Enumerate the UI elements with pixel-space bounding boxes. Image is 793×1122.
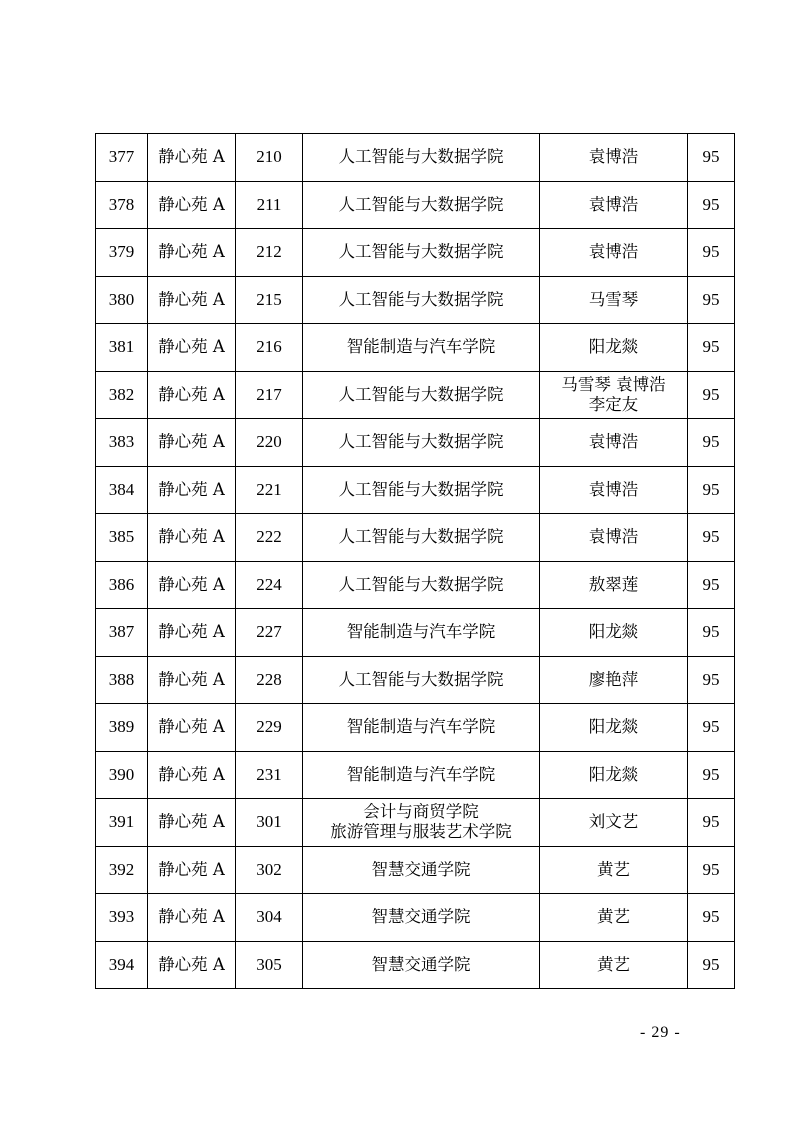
table-row <box>96 466 735 514</box>
building-cell: 静心苑 A <box>148 419 236 467</box>
row-number-cell: 393 <box>96 894 148 942</box>
building-cell: 静心苑 A <box>148 466 236 514</box>
college-cell <box>303 846 540 894</box>
college-line: 智慧交通学院 <box>371 954 471 974</box>
table-row <box>96 229 735 277</box>
college-cell <box>303 561 540 609</box>
dormitory-score-table <box>95 133 735 989</box>
college-line: 人工智能与大数据学院 <box>338 432 504 452</box>
building-cell: 静心苑 A <box>148 181 236 229</box>
responsible-person-cell <box>540 371 688 419</box>
room-number-cell: 215 <box>236 276 303 324</box>
responsible-person-line: 袁博浩 <box>588 242 639 262</box>
table-row <box>96 894 735 942</box>
responsible-person-line: 阳龙燚 <box>588 622 639 642</box>
college-cell <box>303 514 540 562</box>
responsible-person-line: 李定友 <box>588 394 639 414</box>
score-cell: 95 <box>688 846 735 894</box>
college-cell <box>303 229 540 277</box>
responsible-person-cell <box>540 799 688 847</box>
table-row <box>96 181 735 229</box>
responsible-person-cell <box>540 704 688 752</box>
score-cell: 95 <box>688 229 735 277</box>
row-number-cell: 377 <box>96 134 148 182</box>
college-cell <box>303 371 540 419</box>
college-line: 人工智能与大数据学院 <box>338 669 504 689</box>
room-number-cell: 228 <box>236 656 303 704</box>
room-number-cell: 305 <box>236 941 303 989</box>
responsible-person-line: 刘文艺 <box>588 812 639 832</box>
room-number-cell: 302 <box>236 846 303 894</box>
college-line: 智能制造与汽车学院 <box>346 337 496 357</box>
score-cell: 95 <box>688 561 735 609</box>
responsible-person-cell <box>540 514 688 562</box>
room-number-cell: 221 <box>236 466 303 514</box>
building-cell: 静心苑 A <box>148 609 236 657</box>
college-line: 智慧交通学院 <box>371 907 471 927</box>
responsible-person-line: 马雪琴 袁博浩 <box>561 374 666 394</box>
building-cell: 静心苑 A <box>148 941 236 989</box>
building-cell: 静心苑 A <box>148 894 236 942</box>
room-number-cell: 210 <box>236 134 303 182</box>
table-row <box>96 941 735 989</box>
table-row <box>96 751 735 799</box>
room-number-cell: 227 <box>236 609 303 657</box>
score-cell: 95 <box>688 941 735 989</box>
college-cell <box>303 324 540 372</box>
row-number-cell: 386 <box>96 561 148 609</box>
row-number-cell: 394 <box>96 941 148 989</box>
college-cell <box>303 656 540 704</box>
building-cell: 静心苑 A <box>148 846 236 894</box>
college-cell <box>303 609 540 657</box>
responsible-person-cell <box>540 229 688 277</box>
table-row <box>96 656 735 704</box>
table-row <box>96 704 735 752</box>
college-line: 人工智能与大数据学院 <box>338 574 504 594</box>
responsible-person-line: 敖翠莲 <box>588 574 639 594</box>
room-number-cell: 301 <box>236 799 303 847</box>
row-number-cell: 392 <box>96 846 148 894</box>
responsible-person-line: 阳龙燚 <box>588 337 639 357</box>
building-cell: 静心苑 A <box>148 134 236 182</box>
row-number-cell: 387 <box>96 609 148 657</box>
responsible-person-cell <box>540 894 688 942</box>
building-cell: 静心苑 A <box>148 704 236 752</box>
responsible-person-cell <box>540 609 688 657</box>
college-cell <box>303 276 540 324</box>
responsible-person-cell <box>540 276 688 324</box>
college-cell <box>303 181 540 229</box>
row-number-cell: 389 <box>96 704 148 752</box>
score-cell: 95 <box>688 751 735 799</box>
score-cell: 95 <box>688 799 735 847</box>
table-row <box>96 276 735 324</box>
responsible-person-cell <box>540 134 688 182</box>
responsible-person-cell <box>540 181 688 229</box>
college-line: 智能制造与汽车学院 <box>346 764 496 784</box>
score-cell: 95 <box>688 181 735 229</box>
college-line: 会计与商贸学院 <box>363 802 479 822</box>
responsible-person-cell <box>540 466 688 514</box>
college-cell <box>303 704 540 752</box>
row-number-cell: 382 <box>96 371 148 419</box>
college-line: 人工智能与大数据学院 <box>338 527 504 547</box>
score-cell: 95 <box>688 514 735 562</box>
building-cell: 静心苑 A <box>148 229 236 277</box>
college-line: 旅游管理与服装艺术学院 <box>330 822 512 842</box>
responsible-person-cell <box>540 656 688 704</box>
responsible-person-line: 阳龙燚 <box>588 764 639 784</box>
score-cell: 95 <box>688 371 735 419</box>
college-line: 智能制造与汽车学院 <box>346 717 496 737</box>
score-cell: 95 <box>688 324 735 372</box>
score-cell: 95 <box>688 419 735 467</box>
table-row <box>96 324 735 372</box>
table-row <box>96 371 735 419</box>
responsible-person-line: 袁博浩 <box>588 527 639 547</box>
score-cell: 95 <box>688 656 735 704</box>
responsible-person-line: 马雪琴 <box>588 289 639 309</box>
row-number-cell: 379 <box>96 229 148 277</box>
building-cell: 静心苑 A <box>148 276 236 324</box>
college-cell <box>303 894 540 942</box>
building-cell: 静心苑 A <box>148 561 236 609</box>
college-line: 人工智能与大数据学院 <box>338 384 504 404</box>
responsible-person-line: 阳龙燚 <box>588 717 639 737</box>
score-cell: 95 <box>688 466 735 514</box>
responsible-person-cell <box>540 324 688 372</box>
responsible-person-cell <box>540 419 688 467</box>
row-number-cell: 385 <box>96 514 148 562</box>
row-number-cell: 388 <box>96 656 148 704</box>
table-body <box>96 134 735 989</box>
college-line: 人工智能与大数据学院 <box>338 147 504 167</box>
score-cell: 95 <box>688 704 735 752</box>
responsible-person-cell <box>540 846 688 894</box>
score-cell: 95 <box>688 609 735 657</box>
row-number-cell: 380 <box>96 276 148 324</box>
score-cell: 95 <box>688 134 735 182</box>
responsible-person-line: 黄艺 <box>597 859 630 879</box>
responsible-person-line: 袁博浩 <box>588 194 639 214</box>
college-line: 人工智能与大数据学院 <box>338 289 504 309</box>
room-number-cell: 217 <box>236 371 303 419</box>
responsible-person-cell <box>540 941 688 989</box>
room-number-cell: 222 <box>236 514 303 562</box>
room-number-cell: 211 <box>236 181 303 229</box>
building-cell: 静心苑 A <box>148 514 236 562</box>
score-cell: 95 <box>688 894 735 942</box>
responsible-person-line: 黄艺 <box>597 954 630 974</box>
room-number-cell: 231 <box>236 751 303 799</box>
row-number-cell: 378 <box>96 181 148 229</box>
responsible-person-line: 袁博浩 <box>588 432 639 452</box>
table-row <box>96 514 735 562</box>
table-row <box>96 419 735 467</box>
college-cell <box>303 419 540 467</box>
table-row <box>96 561 735 609</box>
responsible-person-cell <box>540 561 688 609</box>
table-row <box>96 134 735 182</box>
building-cell: 静心苑 A <box>148 751 236 799</box>
room-number-cell: 220 <box>236 419 303 467</box>
building-cell: 静心苑 A <box>148 656 236 704</box>
college-line: 智能制造与汽车学院 <box>346 622 496 642</box>
row-number-cell: 384 <box>96 466 148 514</box>
row-number-cell: 391 <box>96 799 148 847</box>
responsible-person-line: 袁博浩 <box>588 479 639 499</box>
row-number-cell: 383 <box>96 419 148 467</box>
college-cell <box>303 799 540 847</box>
college-cell <box>303 466 540 514</box>
score-cell: 95 <box>688 276 735 324</box>
row-number-cell: 390 <box>96 751 148 799</box>
table-row <box>96 799 735 847</box>
room-number-cell: 216 <box>236 324 303 372</box>
college-cell <box>303 751 540 799</box>
college-line: 人工智能与大数据学院 <box>338 479 504 499</box>
row-number-cell: 381 <box>96 324 148 372</box>
page-number: - 29 - <box>640 1024 681 1041</box>
table-row <box>96 609 735 657</box>
dormitory-score-table-container <box>95 133 735 989</box>
room-number-cell: 229 <box>236 704 303 752</box>
college-cell <box>303 941 540 989</box>
building-cell: 静心苑 A <box>148 324 236 372</box>
college-cell <box>303 134 540 182</box>
responsible-person-line: 袁博浩 <box>588 147 639 167</box>
building-cell: 静心苑 A <box>148 371 236 419</box>
responsible-person-line: 黄艺 <box>597 907 630 927</box>
room-number-cell: 304 <box>236 894 303 942</box>
responsible-person-line: 廖艳萍 <box>588 669 639 689</box>
room-number-cell: 212 <box>236 229 303 277</box>
room-number-cell: 224 <box>236 561 303 609</box>
college-line: 智慧交通学院 <box>371 859 471 879</box>
building-cell: 静心苑 A <box>148 799 236 847</box>
table-row <box>96 846 735 894</box>
college-line: 人工智能与大数据学院 <box>338 242 504 262</box>
college-line: 人工智能与大数据学院 <box>338 194 504 214</box>
responsible-person-cell <box>540 751 688 799</box>
